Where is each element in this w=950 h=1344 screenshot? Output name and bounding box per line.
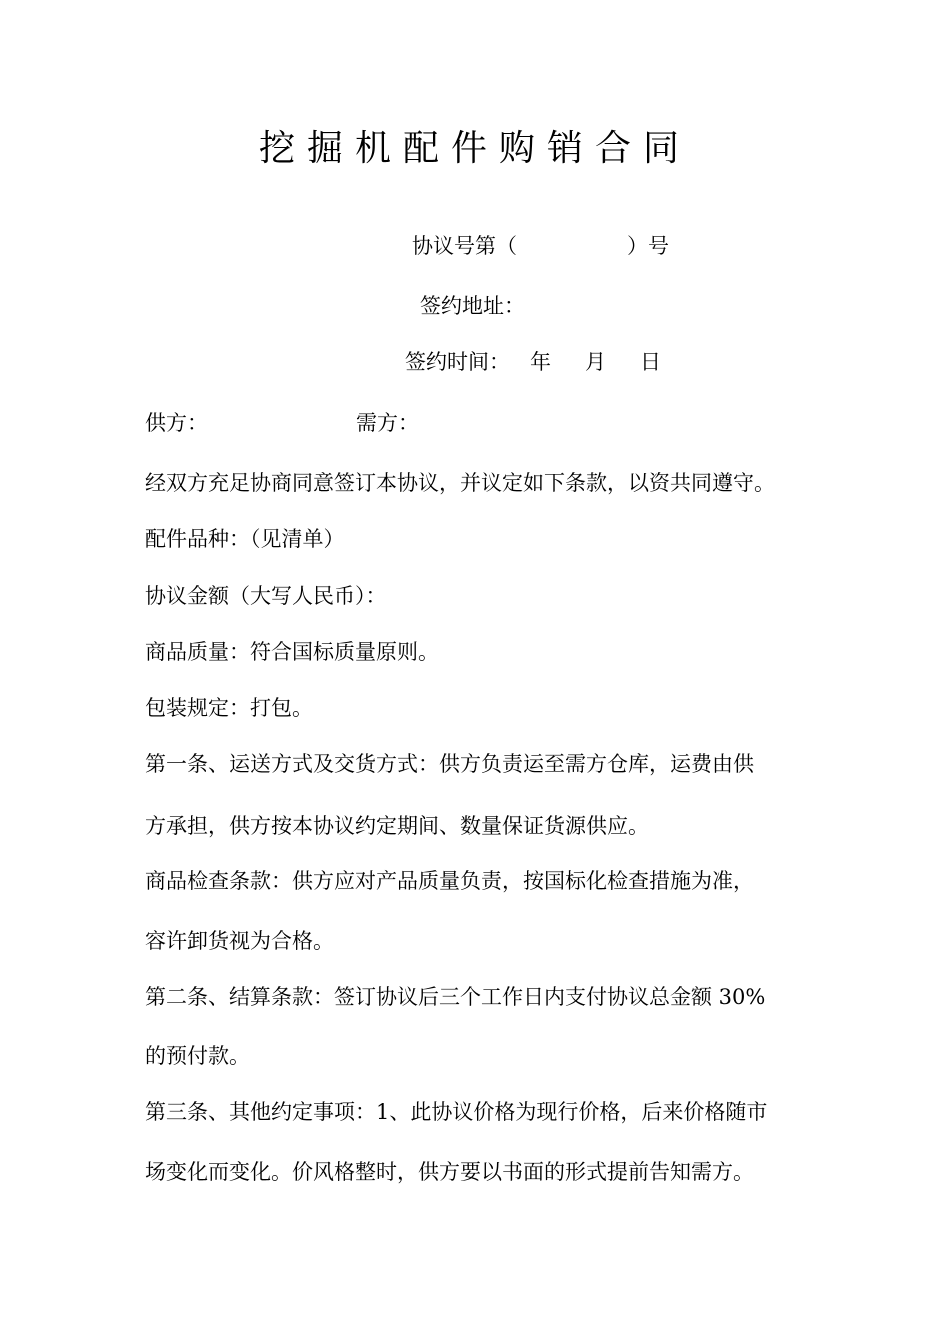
sign-time-day: 日 bbox=[640, 350, 661, 374]
paragraph: 商品质量：符合国标质量原则。 bbox=[145, 640, 439, 664]
agreement-number-suffix: ）号 bbox=[627, 234, 669, 258]
paragraph: 包装规定：打包。 bbox=[145, 696, 313, 720]
supplier-label: 供方： bbox=[145, 411, 208, 435]
sign-time-year: 年 bbox=[530, 350, 551, 374]
sign-time-month: 月 bbox=[585, 350, 606, 374]
sign-place: 签约地址： bbox=[420, 294, 525, 318]
paragraph: 容许卸货视为合格。 bbox=[145, 929, 334, 953]
paragraph: 的预付款。 bbox=[145, 1044, 250, 1068]
buyer-label: 需方： bbox=[356, 411, 419, 435]
paragraph: 第一条、运送方式及交货方式：供方负责运至需方仓库，运费由供 bbox=[145, 752, 754, 776]
sign-time bbox=[405, 347, 661, 377]
paragraph: 第三条、其他约定事项：1、此协议价格为现行价格，后来价格随市 bbox=[145, 1100, 768, 1124]
sign-time-label: 签约时间： bbox=[405, 350, 510, 374]
paragraph: 经双方充足协商同意签订本协议，并议定如下条款，以资共同遵守。 bbox=[145, 471, 775, 495]
paragraph: 第二条、结算条款：签订协议后三个工作日内支付协议总金额 30% bbox=[145, 985, 766, 1009]
contract-title: 挖掘机配件购销合同 bbox=[258, 128, 691, 169]
agreement-number bbox=[412, 231, 669, 261]
paragraph: 场变化而变化。价风格整时，供方要以书面的形式提前告知需方。 bbox=[145, 1160, 754, 1184]
paragraph: 商品检查条款：供方应对产品质量负责，按国标化检查措施为准， bbox=[145, 869, 754, 893]
parties bbox=[145, 408, 419, 438]
paragraph: 协议金额（大写人民币）： bbox=[145, 584, 387, 608]
agreement-number-prefix: 协议号第（ bbox=[412, 234, 517, 258]
paragraph: 配件品种：（见清单） bbox=[145, 527, 345, 551]
paragraph: 方承担，供方按本协议约定期间、数量保证货源供应。 bbox=[145, 814, 649, 838]
